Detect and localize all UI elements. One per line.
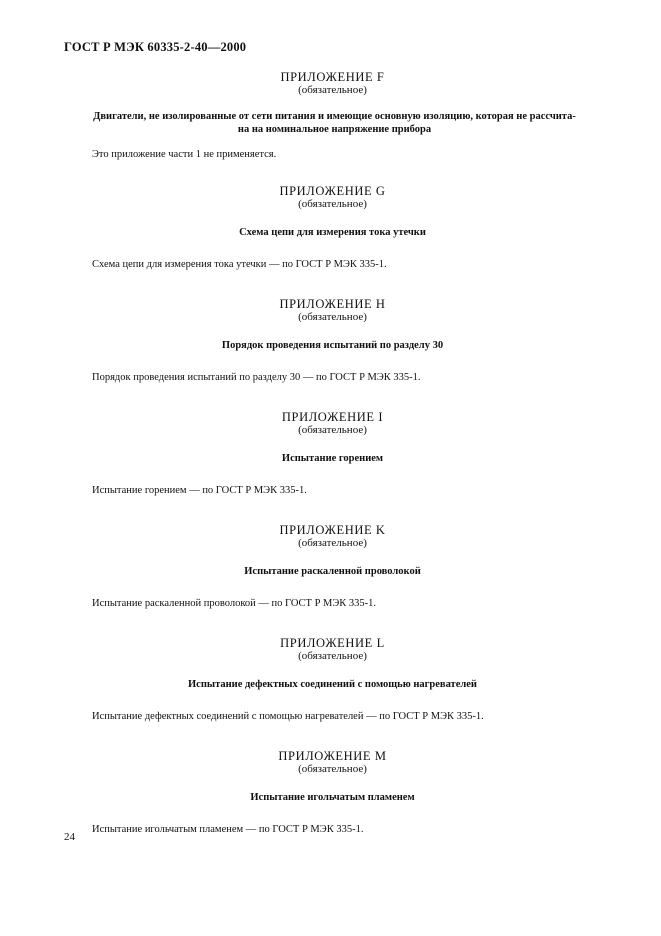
annex-l xyxy=(0,636,661,723)
annex-body: Схема цепи для измерения тока утечки — по ГОСТ Р МЭК 335-1. xyxy=(92,259,387,270)
annex-title: ПРИЛОЖЕНИЕ K xyxy=(279,523,386,537)
annex-title: ПРИЛОЖЕНИЕ I xyxy=(281,410,384,424)
annex-h xyxy=(0,297,661,384)
annex-title: ПРИЛОЖЕНИЕ H xyxy=(279,297,386,311)
annex-title: ПРИЛОЖЕНИЕ M xyxy=(278,749,387,763)
page-number: 24 xyxy=(64,831,75,843)
annex-g xyxy=(0,184,661,271)
annex-heading-line: на на номинальное напряжение прибора xyxy=(237,124,432,135)
annex-status: (обязательное) xyxy=(298,537,367,549)
document-header: ГОСТ Р МЭК 60335-2-40—2000 xyxy=(64,40,247,54)
annex-f xyxy=(0,70,661,161)
annex-heading: Испытание игольчатым пламенем xyxy=(250,792,415,803)
annex-title: ПРИЛОЖЕНИЕ G xyxy=(279,184,386,198)
annex-status: (обязательное) xyxy=(298,650,367,662)
annex-heading: Испытание дефектных соединений с помощью нагревателей xyxy=(188,679,477,690)
annex-heading: Порядок проведения испытаний по разделу 30 xyxy=(221,340,444,351)
annex-status: (обязательное) xyxy=(298,763,367,775)
annex-body: Испытание раскаленной проволокой — по ГОСТ Р МЭК 335-1. xyxy=(92,598,377,609)
annex-heading-line: Двигатели, не изолированные от сети питания и имеющие основную изоляцию, которая не рассчита- xyxy=(93,111,576,122)
annex-body: Испытание игольчатым пламенем — по ГОСТ Р МЭК 335-1. xyxy=(92,824,364,835)
annex-heading: Схема цепи для измерения тока утечки xyxy=(239,227,426,238)
annex-i xyxy=(0,410,661,497)
annex-m xyxy=(0,749,661,836)
annex-body: Порядок проведения испытаний по разделу 30 — по ГОСТ Р МЭК 335-1. xyxy=(92,372,421,383)
annex-heading xyxy=(4,110,661,136)
annex-body: Испытание горением — по ГОСТ Р МЭК 335-1. xyxy=(92,485,307,496)
annex-title: ПРИЛОЖЕНИЕ L xyxy=(280,636,385,650)
annex-status: (обязательное) xyxy=(298,198,367,210)
annex-k xyxy=(0,523,661,610)
annex-heading: Испытание горением xyxy=(281,453,384,464)
annex-title: ПРИЛОЖЕНИЕ F xyxy=(280,70,385,84)
annex-body: Это приложение части 1 не применяется. xyxy=(92,149,277,160)
annex-status: (обязательное) xyxy=(298,84,367,96)
annex-status: (обязательное) xyxy=(298,311,367,323)
annex-body: Испытание дефектных соединений с помощью нагревателей — по ГОСТ Р МЭК 335-1. xyxy=(92,711,484,722)
annex-heading: Испытание раскаленной проволокой xyxy=(244,566,421,577)
annex-status: (обязательное) xyxy=(298,424,367,436)
